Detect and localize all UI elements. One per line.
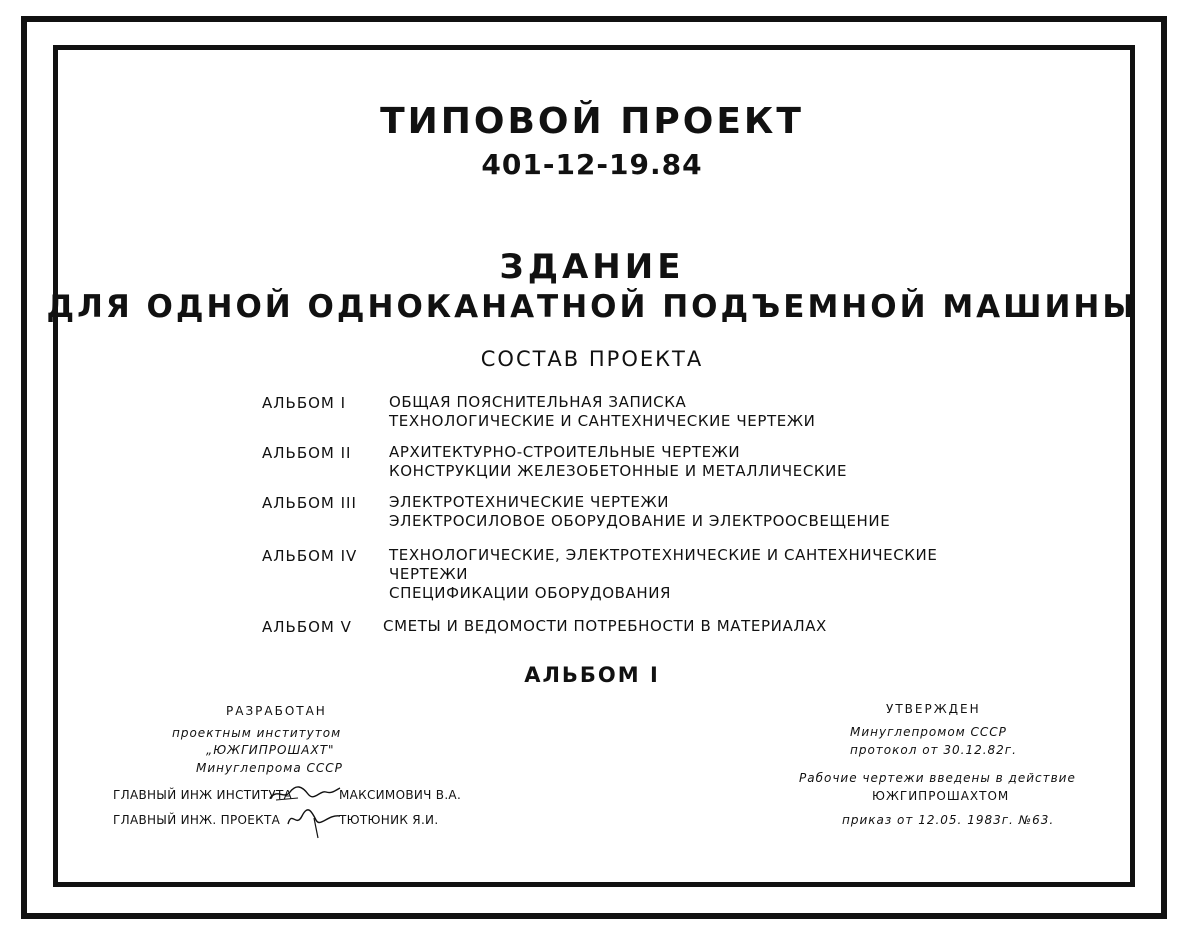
chief-institute-name: МАКСИМОВИЧ В.А. xyxy=(339,788,462,802)
approved-line-5: приказ от 12.05. 1983г. №63. xyxy=(842,813,1055,827)
developed-line-2: „ЮЖГИПРОШАХТ" xyxy=(206,743,335,757)
album-5-line-1: СМЕТЫ И ВЕДОМОСТИ ПОТРЕБНОСТИ В МАТЕРИАЛАХ xyxy=(383,617,827,635)
album-label-4: АЛЬБОМ IV xyxy=(262,547,358,565)
album-4-line-3: СПЕЦИФИКАЦИИ ОБОРУДОВАНИЯ xyxy=(389,584,672,602)
album-label-2: АЛЬБОМ II xyxy=(262,444,352,462)
album-1-line-2: ТЕХНОЛОГИЧЕСКИЕ И САНТЕХНИЧЕСКИЕ ЧЕРТЕЖИ xyxy=(389,412,816,430)
album-label-3: АЛЬБОМ III xyxy=(262,494,357,512)
building-title: ЗДАНИЕ xyxy=(499,247,685,287)
album-description-5 xyxy=(383,617,827,636)
project-number: 401-12-19.84 xyxy=(481,148,703,181)
chief-project-name: ТЮТЮНИК Я.И. xyxy=(339,813,439,827)
album-description-2 xyxy=(389,443,847,481)
developed-heading: РАЗРАБОТАН xyxy=(226,704,327,718)
approved-line-3: Рабочие чертежи введены в действие xyxy=(799,771,1076,785)
album-3-line-1: ЭЛЕКТРОТЕХНИЧЕСКИЕ ЧЕРТЕЖИ xyxy=(389,493,670,511)
album-description-3 xyxy=(389,493,890,531)
developed-line-3: Минуглепрома СССР xyxy=(196,761,343,775)
current-album: АЛЬБОМ I xyxy=(524,663,660,687)
album-description-4 xyxy=(389,546,937,603)
building-subtitle: ДЛЯ ОДНОЙ ОДНОКАНАТНОЙ ПОДЪЕМНОЙ МАШИНЫ xyxy=(46,289,1138,325)
album-4-line-1: ТЕХНОЛОГИЧЕСКИЕ, ЭЛЕКТРОТЕХНИЧЕСКИЕ И САНТЕХНИЧЕСКИЕ xyxy=(389,546,938,564)
album-4-line-2: ЧЕРТЕЖИ xyxy=(389,565,469,583)
approved-line-4: ЮЖГИПРОШАХТОМ xyxy=(872,789,1010,803)
composition-heading: СОСТАВ ПРОЕКТА xyxy=(480,347,704,371)
developed-line-1: проектным институтом xyxy=(172,726,342,740)
album-1-line-1: ОБЩАЯ ПОЯСНИТЕЛЬНАЯ ЗАПИСКА xyxy=(389,393,687,411)
signature-chief-project xyxy=(284,804,344,842)
project-type-title: ТИПОВОЙ ПРОЕКТ xyxy=(380,101,804,142)
signature-chief-institute xyxy=(268,780,342,806)
album-2-line-2: КОНСТРУКЦИИ ЖЕЛЕЗОБЕТОННЫЕ И МЕТАЛЛИЧЕСКИЕ xyxy=(389,462,848,480)
approved-line-2: протокол от 30.12.82г. xyxy=(850,743,1017,757)
album-3-line-2: ЭЛЕКТРОСИЛОВОЕ ОБОРУДОВАНИЕ И ЭЛЕКТРООСВЕЩЕНИЕ xyxy=(389,512,891,530)
album-label-1: АЛЬБОМ I xyxy=(262,394,347,412)
chief-project-label: ГЛАВНЫЙ ИНЖ. ПРОЕКТА xyxy=(113,813,281,827)
album-2-line-1: АРХИТЕКТУРНО-СТРОИТЕЛЬНЫЕ ЧЕРТЕЖИ xyxy=(389,443,741,461)
approved-heading: УТВЕРЖДЕН xyxy=(886,702,981,716)
approved-line-1: Минуглепромом СССР xyxy=(850,725,1007,739)
chief-institute-label: ГЛАВНЫЙ ИНЖ ИНСТИТУТА xyxy=(113,788,293,802)
album-label-5: АЛЬБОМ V xyxy=(262,618,352,636)
album-description-1 xyxy=(389,393,815,431)
